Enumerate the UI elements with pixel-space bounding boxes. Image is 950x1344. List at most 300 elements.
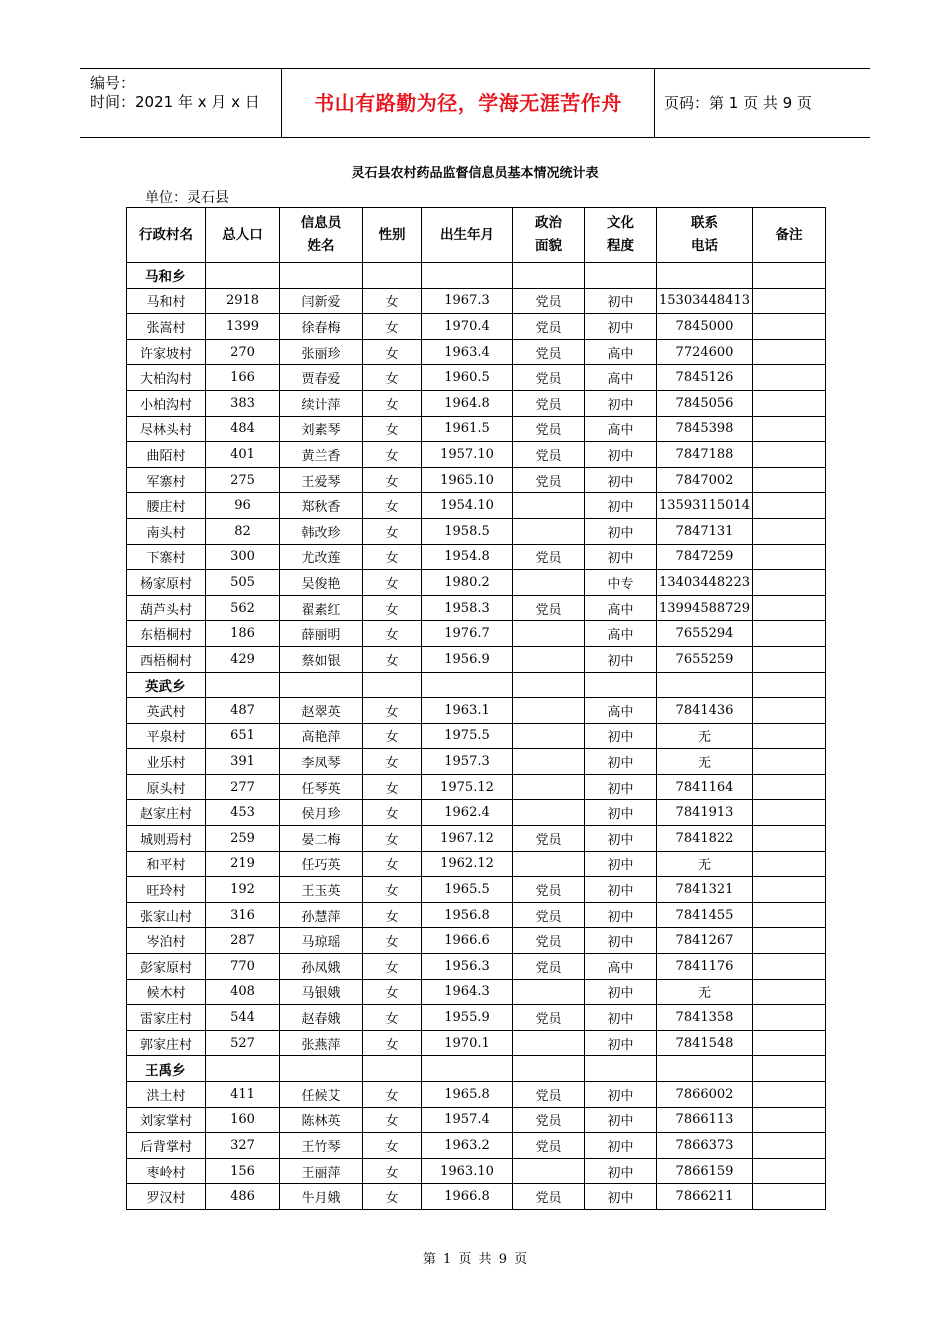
remarks-cell xyxy=(753,1107,826,1133)
birth-cell: 1970.1 xyxy=(422,1030,513,1056)
phone-cell: 7841176 xyxy=(657,954,753,980)
gender-cell: 女 xyxy=(363,1158,422,1184)
phone-cell: 7841548 xyxy=(657,1030,753,1056)
political-cell xyxy=(513,518,585,544)
gender-cell: 女 xyxy=(363,570,422,596)
remarks-cell xyxy=(753,749,826,775)
empty-cell xyxy=(585,263,657,289)
empty-cell xyxy=(363,1056,422,1082)
birth-cell: 1954.8 xyxy=(422,544,513,570)
village-cell: 旺玲村 xyxy=(127,877,206,903)
gender-cell: 女 xyxy=(363,1107,422,1133)
phone-cell: 7841358 xyxy=(657,1005,753,1031)
village-cell: 罗汉村 xyxy=(127,1184,206,1210)
page-footer: 第 1 页 共 9 页 xyxy=(422,1252,528,1267)
population-cell: 82 xyxy=(206,518,280,544)
table-row xyxy=(127,851,826,877)
phone-cell: 7845000 xyxy=(657,314,753,340)
population-cell: 316 xyxy=(206,902,280,928)
political-cell xyxy=(513,749,585,775)
remarks-cell xyxy=(753,314,826,340)
education-cell: 高中 xyxy=(585,416,657,442)
village-cell: 大柏沟村 xyxy=(127,365,206,391)
birth-cell: 1964.8 xyxy=(422,390,513,416)
population-cell: 562 xyxy=(206,595,280,621)
table-row xyxy=(127,877,826,903)
empty-cell xyxy=(657,1056,753,1082)
number-label: 编号： xyxy=(90,74,136,92)
birth-cell: 1963.1 xyxy=(422,698,513,724)
education-cell: 初中 xyxy=(585,1133,657,1159)
table-row xyxy=(127,826,826,852)
town-row xyxy=(127,263,826,289)
remarks-cell xyxy=(753,826,826,852)
name-cell: 赵翠英 xyxy=(280,698,363,724)
name-cell: 王丽萍 xyxy=(280,1158,363,1184)
village-cell: 原头村 xyxy=(127,774,206,800)
table-row xyxy=(127,390,826,416)
name-cell: 任候艾 xyxy=(280,1082,363,1108)
political-cell xyxy=(513,646,585,672)
education-cell: 初中 xyxy=(585,979,657,1005)
phone-cell: 7841436 xyxy=(657,698,753,724)
political-cell: 党员 xyxy=(513,1133,585,1159)
population-cell: 96 xyxy=(206,493,280,519)
remarks-cell xyxy=(753,1005,826,1031)
col-remarks-header: 备注 xyxy=(753,208,826,263)
gender-cell: 女 xyxy=(363,339,422,365)
education-cell: 初中 xyxy=(585,518,657,544)
education-cell: 初中 xyxy=(585,749,657,775)
table-row xyxy=(127,979,826,1005)
name-cell: 马银娥 xyxy=(280,979,363,1005)
gender-cell: 女 xyxy=(363,416,422,442)
phone-cell: 7841321 xyxy=(657,877,753,903)
phone-cell: 7866002 xyxy=(657,1082,753,1108)
phone-cell: 7847002 xyxy=(657,467,753,493)
population-cell: 391 xyxy=(206,749,280,775)
birth-cell: 1956.9 xyxy=(422,646,513,672)
col-informant-header: 信息员 姓名 xyxy=(280,208,363,263)
name-cell: 刘素琴 xyxy=(280,416,363,442)
village-cell: 腰庄村 xyxy=(127,493,206,519)
gender-cell: 女 xyxy=(363,467,422,493)
name-cell: 高艳萍 xyxy=(280,723,363,749)
remarks-cell xyxy=(753,646,826,672)
education-cell: 初中 xyxy=(585,442,657,468)
name-cell: 尤改莲 xyxy=(280,544,363,570)
empty-cell xyxy=(206,672,280,698)
birth-cell: 1966.6 xyxy=(422,928,513,954)
population-cell: 505 xyxy=(206,570,280,596)
phone-cell: 7841913 xyxy=(657,800,753,826)
remarks-cell xyxy=(753,544,826,570)
remarks-cell xyxy=(753,877,826,903)
population-cell: 156 xyxy=(206,1158,280,1184)
remarks-cell xyxy=(753,339,826,365)
population-cell: 287 xyxy=(206,928,280,954)
gender-cell: 女 xyxy=(363,1133,422,1159)
birth-cell: 1967.12 xyxy=(422,826,513,852)
phone-cell: 7847188 xyxy=(657,442,753,468)
village-cell: 赵家庄村 xyxy=(127,800,206,826)
remarks-cell xyxy=(753,390,826,416)
education-cell: 初中 xyxy=(585,877,657,903)
col-education-header: 文化 程度 xyxy=(585,208,657,263)
table-row xyxy=(127,442,826,468)
empty-cell xyxy=(657,263,753,289)
political-cell xyxy=(513,1030,585,1056)
empty-cell xyxy=(422,263,513,289)
education-cell: 初中 xyxy=(585,723,657,749)
table-row xyxy=(127,493,826,519)
remarks-cell xyxy=(753,1082,826,1108)
birth-cell: 1970.4 xyxy=(422,314,513,340)
birth-cell: 1980.2 xyxy=(422,570,513,596)
empty-cell xyxy=(206,1056,280,1082)
name-cell: 牛月娥 xyxy=(280,1184,363,1210)
education-cell: 中专 xyxy=(585,570,657,596)
gender-cell: 女 xyxy=(363,1030,422,1056)
table-row xyxy=(127,288,826,314)
town-row xyxy=(127,672,826,698)
gender-cell: 女 xyxy=(363,826,422,852)
table-row xyxy=(127,749,826,775)
remarks-cell xyxy=(753,698,826,724)
phone-cell: 7841822 xyxy=(657,826,753,852)
phone-cell: 7845126 xyxy=(657,365,753,391)
population-cell: 277 xyxy=(206,774,280,800)
table-row xyxy=(127,416,826,442)
table-row xyxy=(127,1005,826,1031)
name-cell: 陈林英 xyxy=(280,1107,363,1133)
political-cell: 党员 xyxy=(513,1082,585,1108)
education-cell: 初中 xyxy=(585,1184,657,1210)
education-cell: 初中 xyxy=(585,288,657,314)
empty-cell xyxy=(206,263,280,289)
gender-cell: 女 xyxy=(363,314,422,340)
empty-cell xyxy=(363,263,422,289)
remarks-cell xyxy=(753,800,826,826)
birth-cell: 1962.12 xyxy=(422,851,513,877)
name-cell: 马琼瑶 xyxy=(280,928,363,954)
table-row xyxy=(127,954,826,980)
table-row xyxy=(127,928,826,954)
birth-cell: 1958.3 xyxy=(422,595,513,621)
political-cell: 党员 xyxy=(513,954,585,980)
table-row xyxy=(127,698,826,724)
empty-cell xyxy=(513,672,585,698)
education-cell: 初中 xyxy=(585,493,657,519)
table-row xyxy=(127,365,826,391)
village-cell: 曲陌村 xyxy=(127,442,206,468)
village-cell: 下寨村 xyxy=(127,544,206,570)
phone-cell: 7847259 xyxy=(657,544,753,570)
village-cell: 张家山村 xyxy=(127,902,206,928)
table-row xyxy=(127,544,826,570)
education-cell: 高中 xyxy=(585,595,657,621)
population-cell: 408 xyxy=(206,979,280,1005)
table-row xyxy=(127,1184,826,1210)
education-cell: 高中 xyxy=(585,621,657,647)
gender-cell: 女 xyxy=(363,1184,422,1210)
phone-cell: 无 xyxy=(657,979,753,1005)
population-cell: 487 xyxy=(206,698,280,724)
remarks-cell xyxy=(753,979,826,1005)
village-cell: 和平村 xyxy=(127,851,206,877)
birth-cell: 1966.8 xyxy=(422,1184,513,1210)
remarks-cell xyxy=(753,774,826,800)
gender-cell: 女 xyxy=(363,928,422,954)
education-cell: 初中 xyxy=(585,774,657,800)
phone-cell: 7841164 xyxy=(657,774,753,800)
gender-cell: 女 xyxy=(363,800,422,826)
table-row xyxy=(127,314,826,340)
village-cell: 马和村 xyxy=(127,288,206,314)
birth-cell: 1976.7 xyxy=(422,621,513,647)
col-birth-header: 出生年月 xyxy=(422,208,513,263)
population-cell: 275 xyxy=(206,467,280,493)
empty-cell xyxy=(422,672,513,698)
political-cell: 党员 xyxy=(513,1184,585,1210)
phone-cell: 13403448223 xyxy=(657,570,753,596)
political-cell: 党员 xyxy=(513,595,585,621)
remarks-cell xyxy=(753,902,826,928)
phone-cell: 无 xyxy=(657,723,753,749)
empty-cell xyxy=(585,1056,657,1082)
gender-cell: 女 xyxy=(363,544,422,570)
name-cell: 张燕萍 xyxy=(280,1030,363,1056)
birth-cell: 1965.8 xyxy=(422,1082,513,1108)
population-cell: 383 xyxy=(206,390,280,416)
empty-cell xyxy=(753,672,826,698)
population-cell: 270 xyxy=(206,339,280,365)
birth-cell: 1965.5 xyxy=(422,877,513,903)
village-cell: 岑泊村 xyxy=(127,928,206,954)
birth-cell: 1963.2 xyxy=(422,1133,513,1159)
education-cell: 初中 xyxy=(585,390,657,416)
village-cell: 城则焉村 xyxy=(127,826,206,852)
birth-cell: 1975.12 xyxy=(422,774,513,800)
political-cell xyxy=(513,621,585,647)
political-cell: 党员 xyxy=(513,1107,585,1133)
political-cell: 党员 xyxy=(513,826,585,852)
birth-cell: 1955.9 xyxy=(422,1005,513,1031)
population-cell: 166 xyxy=(206,365,280,391)
phone-cell: 7845056 xyxy=(657,390,753,416)
gender-cell: 女 xyxy=(363,851,422,877)
political-cell xyxy=(513,774,585,800)
population-cell: 160 xyxy=(206,1107,280,1133)
education-cell: 高中 xyxy=(585,339,657,365)
table-row xyxy=(127,1133,826,1159)
village-cell: 英武村 xyxy=(127,698,206,724)
birth-cell: 1956.8 xyxy=(422,902,513,928)
empty-cell xyxy=(280,672,363,698)
education-cell: 初中 xyxy=(585,1107,657,1133)
political-cell: 党员 xyxy=(513,877,585,903)
village-cell: 尽林头村 xyxy=(127,416,206,442)
population-cell: 259 xyxy=(206,826,280,852)
remarks-cell xyxy=(753,1184,826,1210)
population-cell: 484 xyxy=(206,416,280,442)
population-cell: 327 xyxy=(206,1133,280,1159)
table-row xyxy=(127,646,826,672)
political-cell xyxy=(513,570,585,596)
empty-cell xyxy=(422,1056,513,1082)
education-cell: 初中 xyxy=(585,646,657,672)
birth-cell: 1962.4 xyxy=(422,800,513,826)
name-cell: 郑秋香 xyxy=(280,493,363,519)
header-page-code: 页码：第 1 页 共 9 页 xyxy=(664,94,812,112)
village-cell: 平泉村 xyxy=(127,723,206,749)
village-cell: 小柏沟村 xyxy=(127,390,206,416)
education-cell: 初中 xyxy=(585,544,657,570)
gender-cell: 女 xyxy=(363,288,422,314)
name-cell: 翟素红 xyxy=(280,595,363,621)
education-cell: 初中 xyxy=(585,1005,657,1031)
birth-cell: 1957.3 xyxy=(422,749,513,775)
village-cell: 杨家原村 xyxy=(127,570,206,596)
remarks-cell xyxy=(753,928,826,954)
remarks-cell xyxy=(753,723,826,749)
phone-cell: 13593115014 xyxy=(657,493,753,519)
population-cell: 770 xyxy=(206,954,280,980)
population-cell: 453 xyxy=(206,800,280,826)
village-cell: 郭家庄村 xyxy=(127,1030,206,1056)
remarks-cell xyxy=(753,416,826,442)
remarks-cell xyxy=(753,1133,826,1159)
village-cell: 业乐村 xyxy=(127,749,206,775)
name-cell: 晏二梅 xyxy=(280,826,363,852)
population-cell: 186 xyxy=(206,621,280,647)
empty-cell xyxy=(280,263,363,289)
name-cell: 张丽珍 xyxy=(280,339,363,365)
remarks-cell xyxy=(753,1158,826,1184)
remarks-cell xyxy=(753,365,826,391)
education-cell: 初中 xyxy=(585,902,657,928)
empty-cell xyxy=(585,672,657,698)
political-cell: 党员 xyxy=(513,314,585,340)
population-cell: 1399 xyxy=(206,314,280,340)
gender-cell: 女 xyxy=(363,979,422,1005)
village-cell: 葫芦头村 xyxy=(127,595,206,621)
birth-cell: 1963.4 xyxy=(422,339,513,365)
education-cell: 初中 xyxy=(585,928,657,954)
education-cell: 高中 xyxy=(585,365,657,391)
name-cell: 闫新爱 xyxy=(280,288,363,314)
phone-cell: 7724600 xyxy=(657,339,753,365)
population-cell: 2918 xyxy=(206,288,280,314)
village-cell: 军寨村 xyxy=(127,467,206,493)
unit-label: 单位：灵石县 xyxy=(145,190,229,206)
political-cell: 党员 xyxy=(513,1005,585,1031)
name-cell: 李凤琴 xyxy=(280,749,363,775)
village-cell: 南头村 xyxy=(127,518,206,544)
birth-cell: 1964.3 xyxy=(422,979,513,1005)
birth-cell: 1957.10 xyxy=(422,442,513,468)
remarks-cell xyxy=(753,595,826,621)
education-cell: 初中 xyxy=(585,851,657,877)
town-name: 王禹乡 xyxy=(127,1056,206,1082)
table-row xyxy=(127,774,826,800)
remarks-cell xyxy=(753,1030,826,1056)
education-cell: 初中 xyxy=(585,314,657,340)
education-cell: 高中 xyxy=(585,954,657,980)
phone-cell: 7655259 xyxy=(657,646,753,672)
gender-cell: 女 xyxy=(363,902,422,928)
remarks-cell xyxy=(753,467,826,493)
village-cell: 西梧桐村 xyxy=(127,646,206,672)
header-motto: 书山有路勤为径，学海无涯苦作舟 xyxy=(282,69,655,137)
name-cell: 孙凤娥 xyxy=(280,954,363,980)
table-row xyxy=(127,800,826,826)
political-cell: 党员 xyxy=(513,928,585,954)
table-row xyxy=(127,518,826,544)
village-cell: 彭家原村 xyxy=(127,954,206,980)
gender-cell: 女 xyxy=(363,621,422,647)
birth-cell: 1960.5 xyxy=(422,365,513,391)
phone-cell: 7866211 xyxy=(657,1184,753,1210)
empty-cell xyxy=(280,1056,363,1082)
birth-cell: 1963.10 xyxy=(422,1158,513,1184)
gender-cell: 女 xyxy=(363,698,422,724)
political-cell: 党员 xyxy=(513,544,585,570)
political-cell: 党员 xyxy=(513,902,585,928)
empty-cell xyxy=(753,263,826,289)
town-name: 英武乡 xyxy=(127,672,206,698)
col-political-header: 政治 面貌 xyxy=(513,208,585,263)
table-row xyxy=(127,723,826,749)
birth-cell: 1954.10 xyxy=(422,493,513,519)
name-cell: 王竹琴 xyxy=(280,1133,363,1159)
education-cell: 初中 xyxy=(585,826,657,852)
phone-cell: 无 xyxy=(657,851,753,877)
political-cell: 党员 xyxy=(513,339,585,365)
remarks-cell xyxy=(753,851,826,877)
village-cell: 刘家掌村 xyxy=(127,1107,206,1133)
name-cell: 韩改珍 xyxy=(280,518,363,544)
table-row xyxy=(127,570,826,596)
political-cell xyxy=(513,1158,585,1184)
village-cell: 张嵩村 xyxy=(127,314,206,340)
political-cell: 党员 xyxy=(513,288,585,314)
village-cell: 雷家庄村 xyxy=(127,1005,206,1031)
remarks-cell xyxy=(753,954,826,980)
document-header xyxy=(80,68,870,138)
political-cell xyxy=(513,723,585,749)
gender-cell: 女 xyxy=(363,442,422,468)
population-cell: 651 xyxy=(206,723,280,749)
name-cell: 赵春娥 xyxy=(280,1005,363,1031)
population-cell: 429 xyxy=(206,646,280,672)
name-cell: 续计萍 xyxy=(280,390,363,416)
political-cell: 党员 xyxy=(513,390,585,416)
political-cell: 党员 xyxy=(513,442,585,468)
education-cell: 初中 xyxy=(585,1158,657,1184)
village-cell: 许家坡村 xyxy=(127,339,206,365)
phone-cell: 7866159 xyxy=(657,1158,753,1184)
remarks-cell xyxy=(753,442,826,468)
education-cell: 初中 xyxy=(585,1082,657,1108)
political-cell xyxy=(513,698,585,724)
name-cell: 薛丽明 xyxy=(280,621,363,647)
gender-cell: 女 xyxy=(363,518,422,544)
table-row xyxy=(127,339,826,365)
col-phone-header: 联系 电话 xyxy=(657,208,753,263)
empty-cell xyxy=(513,263,585,289)
population-cell: 192 xyxy=(206,877,280,903)
